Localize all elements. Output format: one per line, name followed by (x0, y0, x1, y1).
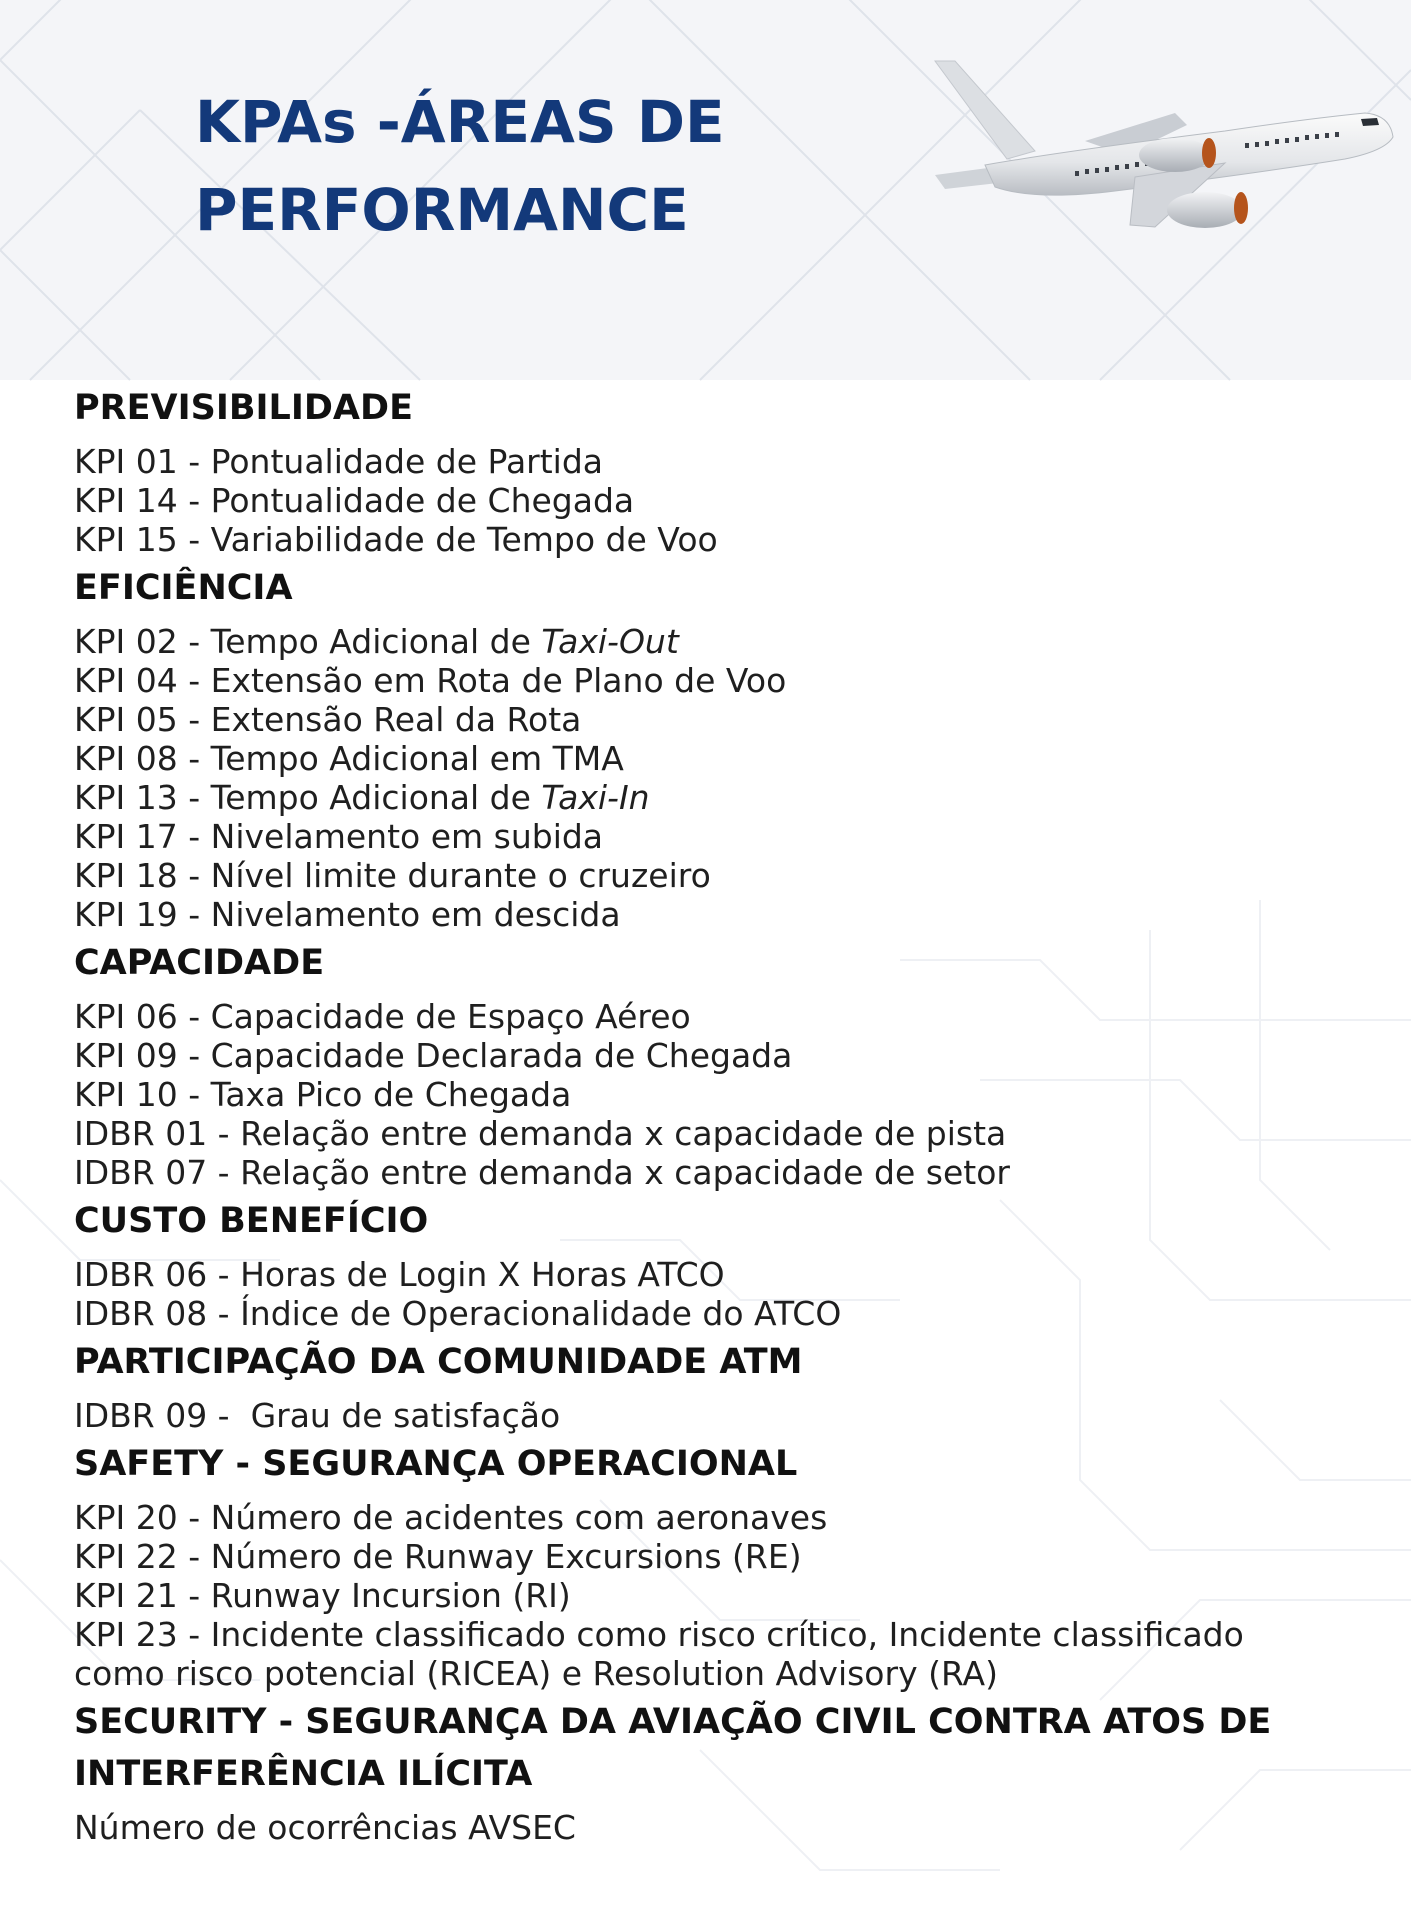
kpi-item: KPI 01 - Pontualidade de Partida (74, 442, 604, 481)
kpi-item: KPI 17 - Nivelamento em subida (74, 817, 604, 856)
page-title (195, 78, 725, 254)
kpi-item-italic-term: Taxi-Out (541, 622, 679, 661)
kpi-item: KPI 15 - Variabilidade de Tempo de Voo (74, 520, 718, 559)
kpi-list (74, 622, 1394, 934)
section-heading: CAPACIDADE (74, 943, 325, 983)
kpi-item-italic-term: Taxi-In (541, 778, 650, 817)
kpi-item: KPI 04 - Extensão em Rota de Plano de Voo (74, 661, 787, 700)
section-safety (74, 1438, 1394, 1693)
kpa-content (74, 382, 1394, 1850)
kpi-list (74, 1498, 1394, 1693)
kpi-list (74, 1396, 1394, 1435)
kpi-item: IDBR 09 - Grau de satisfação (74, 1396, 561, 1435)
kpi-list (74, 1808, 1394, 1847)
kpi-item: KPI 08 - Tempo Adicional em TMA (74, 739, 624, 778)
page-title-line-2: PERFORMANCE (195, 176, 689, 244)
page-title-line-1: KPAs -ÁREAS DE (195, 88, 725, 156)
kpi-item: KPI 21 - Runway Incursion (RI) (74, 1576, 571, 1615)
kpi-item: IDBR 01 - Relação entre demanda x capacidade de pista (74, 1114, 1007, 1153)
kpi-item: KPI 06 - Capacidade de Espaço Aéreo (74, 997, 691, 1036)
kpi-item: KPI 14 - Pontualidade de Chegada (74, 481, 635, 520)
airplane-icon (925, 55, 1395, 235)
kpi-item-text: KPI 02 - Tempo Adicional de (74, 622, 542, 661)
kpi-item-text: KPI 13 - Tempo Adicional de (74, 778, 542, 817)
kpi-item: KPI 10 - Taxa Pico de Chegada (74, 1075, 572, 1114)
kpi-list (74, 1255, 1394, 1333)
kpi-item: KPI 09 - Capacidade Declarada de Chegada (74, 1036, 793, 1075)
kpi-item: KPI 23 - Incidente classificado como risco crítico, Incidente classificado como risco potencial (RICEA) e Resolution Advisory (RA) (74, 1615, 1244, 1693)
section-heading: EFICIÊNCIA (74, 568, 293, 608)
section-participacao (74, 1336, 1394, 1435)
section-custo-beneficio (74, 1195, 1394, 1333)
kpi-item: KPI 20 - Número de acidentes com aeronaves (74, 1498, 828, 1537)
section-capacidade (74, 937, 1394, 1192)
kpi-item: KPI 05 - Extensão Real da Rota (74, 700, 582, 739)
section-previsibilidade (74, 382, 1394, 559)
section-eficiencia (74, 562, 1394, 934)
section-heading: SECURITY - SEGURANÇA DA AVIAÇÃO CIVIL CONTRA ATOS DE INTERFERÊNCIA ILÍCITA (74, 1702, 1272, 1794)
kpi-list (74, 442, 1394, 559)
kpi-item: IDBR 07 - Relação entre demanda x capacidade de setor (74, 1153, 1010, 1192)
kpi-item: KPI 19 - Nivelamento em descida (74, 895, 621, 934)
kpi-item: IDBR 08 - Índice de Operacionalidade do ATCO (74, 1294, 842, 1333)
section-heading: PREVISIBILIDADE (74, 388, 413, 428)
kpi-item: Número de ocorrências AVSEC (74, 1808, 576, 1847)
kpi-item (74, 778, 1394, 817)
section-heading: SAFETY - SEGURANÇA OPERACIONAL (74, 1444, 798, 1484)
section-heading: PARTICIPAÇÃO DA COMUNIDADE ATM (74, 1342, 803, 1382)
kpi-list (74, 997, 1394, 1192)
kpi-item: IDBR 06 - Horas de Login X Horas ATCO (74, 1255, 725, 1294)
kpi-item (74, 622, 1394, 661)
kpi-item: KPI 18 - Nível limite durante o cruzeiro (74, 856, 711, 895)
kpi-item: KPI 22 - Número de Runway Excursions (RE) (74, 1537, 802, 1576)
section-security (74, 1696, 1394, 1847)
section-heading: CUSTO BENEFÍCIO (74, 1201, 429, 1241)
